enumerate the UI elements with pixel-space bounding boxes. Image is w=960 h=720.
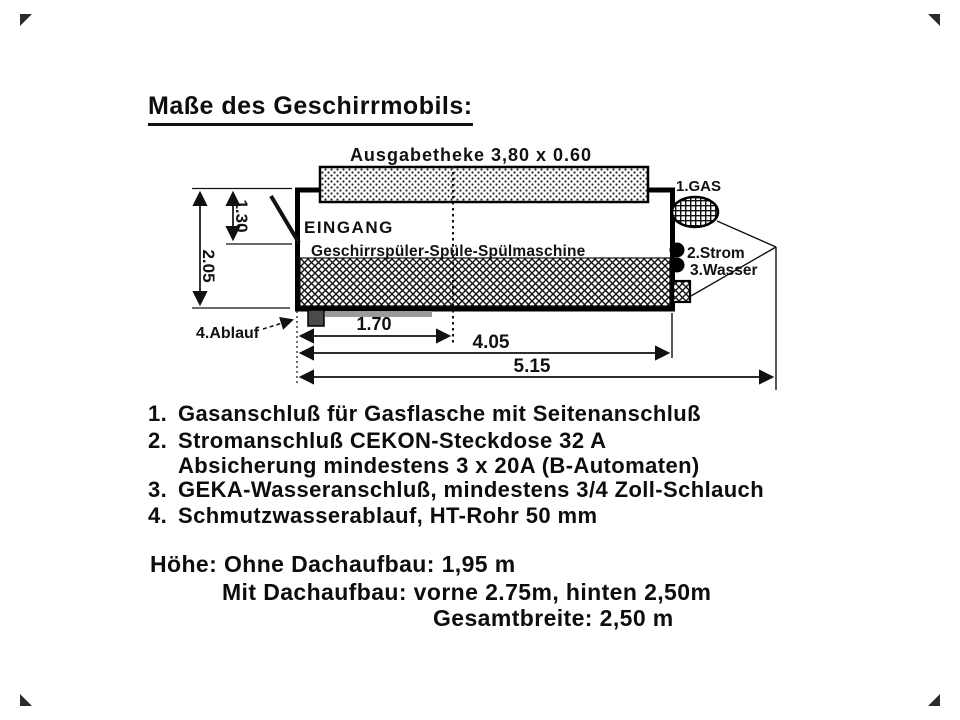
scan-corner-mark [928, 14, 940, 26]
strom-label: 2.Strom [687, 245, 745, 262]
note-item [148, 504, 597, 528]
side-connector-box [673, 281, 690, 302]
door-diagonal-line [271, 196, 299, 243]
counter-label: Ausgabetheke 3,80 x 0.60 [349, 145, 593, 165]
wasser-label: 3.Wasser [690, 262, 758, 279]
note-item [148, 478, 764, 502]
leader-line-upper [717, 221, 776, 247]
dim-label-width-total: 5.15 [513, 356, 551, 377]
note-text: GEKA-Wasseranschluß, mindestens 3/4 Zoll-Schlauch [178, 477, 765, 502]
equipment-hatch-band [300, 258, 670, 306]
note-text: Gasanschluß für Gasflasche mit Seitenanschluß [178, 401, 701, 426]
note-text: Absicherung mindestens 3 x 20A (B-Automaten) [178, 453, 700, 478]
counter-rect [320, 167, 648, 202]
dim-label-height-outer: 2.05 [199, 249, 218, 283]
note-text: Stromanschluß CEKON-Steckdose 32 A [178, 428, 607, 453]
scan-corner-mark [20, 694, 32, 706]
gas-label: 1.GAS [676, 178, 722, 195]
dim-label-height-inner: 1.30 [232, 199, 251, 233]
note-item [148, 454, 700, 478]
height-line: Mit Dachaufbau: vorne 2.75m, hinten 2,50m [222, 579, 712, 605]
wasser-connector-dot [670, 258, 685, 273]
entrance-label: EINGANG [304, 218, 394, 237]
note-number: 1. [148, 401, 168, 426]
note-number: 4. [148, 503, 168, 528]
scan-corner-mark [928, 694, 940, 706]
scan-corner-mark [20, 14, 32, 26]
note-number [148, 454, 178, 478]
note-number: 2. [148, 428, 168, 453]
page-title: Maße des Geschirrmobils: [148, 92, 473, 126]
pointer-line-ablauf [263, 320, 292, 329]
note-number: 3. [148, 477, 168, 502]
strom-connector-dot [670, 243, 685, 258]
gas-bottle-ellipse [672, 197, 718, 227]
drain-box [308, 310, 324, 326]
note-item [148, 429, 606, 453]
equipment-label: Geschirrspüler-Spüle-Spülmaschine [311, 243, 586, 260]
height-line: Gesamtbreite: 2,50 m [433, 605, 674, 631]
ablauf-label: 4.Ablauf [196, 325, 260, 342]
note-item [148, 402, 701, 426]
dim-label-width-front: 1.70 [356, 314, 392, 334]
height-line: Höhe: Ohne Dachaufbau: 1,95 m [150, 551, 516, 577]
dim-label-width-body: 4.05 [472, 332, 510, 353]
note-text: Schmutzwasserablauf, HT-Rohr 50 mm [178, 503, 598, 528]
